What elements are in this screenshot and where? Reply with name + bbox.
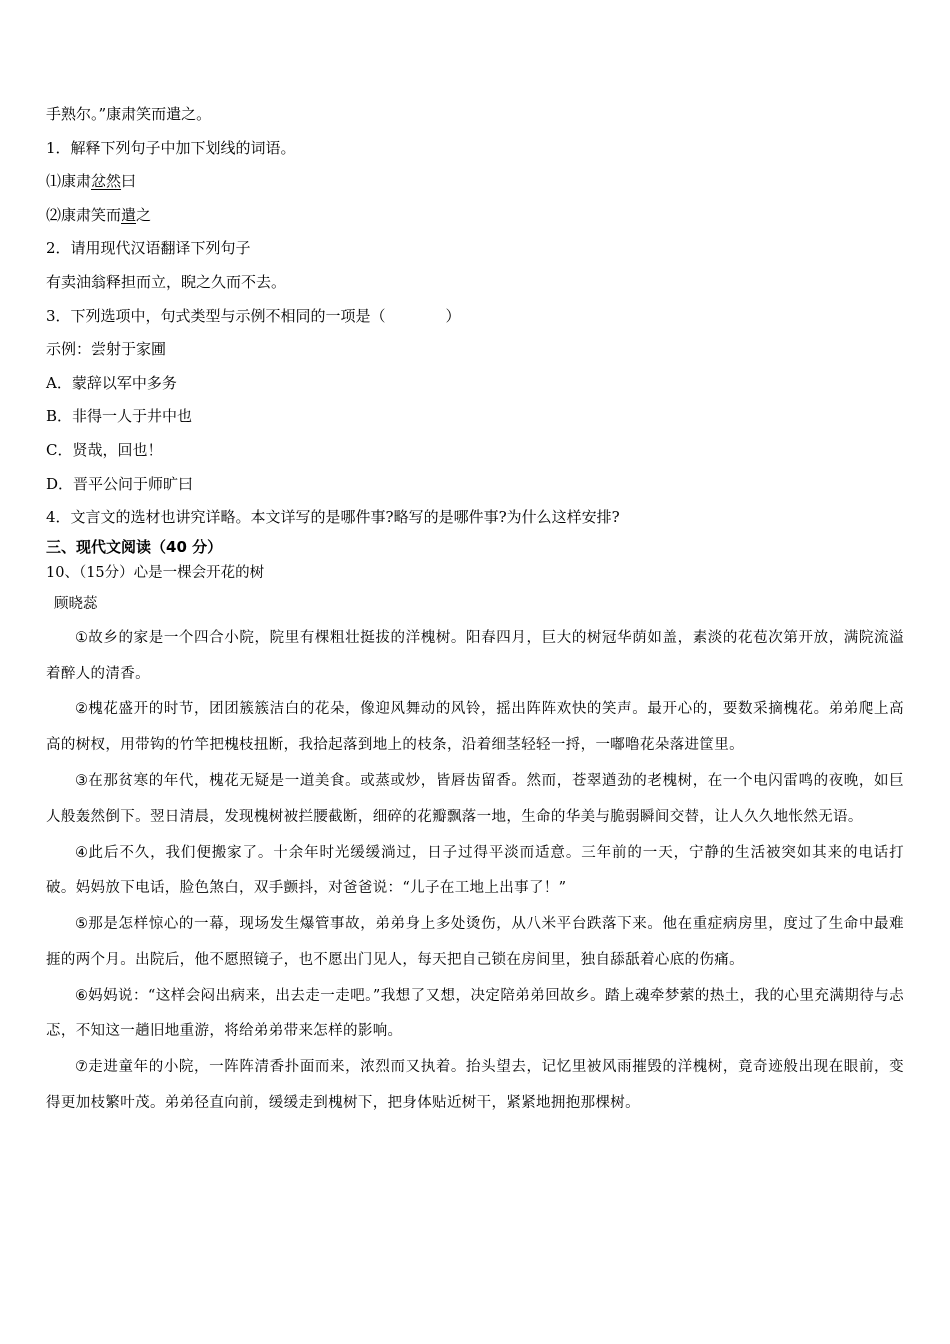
item-prefix: ⑴康肃 xyxy=(46,172,92,191)
paragraph-6 xyxy=(46,979,904,1051)
document-page xyxy=(46,98,904,1122)
paragraph-text: 那是怎样惊心的一幕，现场发生爆管事故，弟弟身上多处烫伤，从八米平台跌落下来。他在重症病房里，度过了生命中最难捱的两个月。出院后，他不愿照镜子，也不愿出门见人，每天把自己锁在房间里，独自舔舐着心底的伤痛。 xyxy=(46,916,904,968)
paragraph-5 xyxy=(46,907,904,979)
paragraph-4 xyxy=(46,836,904,908)
question-3-example: 示例：尝射于家圃 xyxy=(46,340,167,359)
paragraph-text: 此后不久，我们便搬家了。十余年时光缓缓淌过，日子过得平淡而适意。三年前的一天，宁静的生活被突如其来的电话打破。妈妈放下电话，脸色煞白，双手颤抖，对爸爸说：“儿子在工地上出事了！” xyxy=(46,844,904,897)
item-suffix: 曰 xyxy=(121,172,137,191)
option-d: D．晋平公问于师旷曰 xyxy=(46,474,194,493)
option-c: C．贤哉，回也！ xyxy=(46,440,163,459)
paragraph-number: ⑦ xyxy=(75,1059,89,1076)
question-4-stem: 4．文言文的选材也讲究详略。本文详写的是哪件事?略写的是哪件事?为什么这样安排? xyxy=(46,508,620,527)
question-1-item-1 xyxy=(46,165,904,199)
paragraph-number: ② xyxy=(75,701,89,718)
paragraph-number: ⑤ xyxy=(75,916,89,933)
question-1-item-2 xyxy=(46,199,904,233)
paragraph-number: ③ xyxy=(75,772,89,789)
item-suffix: 之 xyxy=(136,205,152,224)
paragraph-number: ⑥ xyxy=(75,987,89,1004)
paragraph-text: 妈妈说：“这样会闷出病来，出去走一走吧。”我想了又想，决定陪弟弟回故乡。踏上魂牵梦萦的热土，我的心里充满期待与忐忑，不知这一趟旧地重游，将给弟弟带来怎样的影响。 xyxy=(46,987,905,1040)
paragraph-number: ① xyxy=(75,629,89,646)
underlined-word: 忿然 xyxy=(91,172,122,191)
passage-closing-line: 手熟尔。”康肃笑而遣之。 xyxy=(46,105,212,123)
option-a: A．蒙辞以军中多务 xyxy=(46,373,177,392)
paragraph-text: 走进童年的小院，一阵阵清香扑面而来，浓烈而又执着。抬头望去，记忆里被风雨摧毁的洋槐树，竟奇迹般出现在眼前，变得更加枝繁叶茂。弟弟径直向前，缓缓走到槐树下，把身体贴近树干，紧紧地拥抱那棵树。 xyxy=(46,1059,904,1112)
question-3-stem: 3．下列选项中，句式类型与示例不相同的一项是（ ） xyxy=(46,306,461,325)
question-10-title: 10、（15分）心是一棵会开花的树 xyxy=(46,564,265,581)
question-1-stem: 1．解释下列句子中加下划线的词语。 xyxy=(46,138,296,157)
paragraph-text: 槐花盛开的时节，团团簇簇洁白的花朵，像迎风舞动的风铃，摇出阵阵欢快的笑声。最开心的，要数采摘槐花。弟弟爬上高高的树杈，用带钩的竹竿把槐枝扭断，我拾起落到地上的枝条，沿着细茎轻轻一捋，一嘟噜花朵落进筐里。 xyxy=(46,701,904,754)
paragraph-number: ④ xyxy=(75,844,89,861)
paragraph-3 xyxy=(46,764,904,836)
paragraph-text: 故乡的家是一个四合小院，院里有棵粗壮挺拔的洋槐树。阳春四月，巨大的树冠华荫如盖，素淡的花苞次第开放，满院流溢着醉人的清香。 xyxy=(46,629,904,682)
section-heading: 三、现代文阅读（40 分） xyxy=(46,537,223,556)
paragraph-2 xyxy=(46,692,904,764)
question-2-sentence: 有卖油翁释担而立，睨之久而不去。 xyxy=(46,272,287,291)
item-prefix: ⑵康肃笑而 xyxy=(46,205,122,224)
paragraph-text: 在那贫寒的年代，槐花无疑是一道美食。或蒸或炒，皆唇齿留香。然而，苍翠遒劲的老槐树，在一个电闪雷鸣的夜晚，如巨人般轰然倒下。翌日清晨，发现槐树被拦腰截断，细碎的花瓣飘落一地，生命的华美与脆弱瞬间交替，让人久久地怅然无语。 xyxy=(46,772,904,825)
paragraph-1 xyxy=(46,621,904,693)
option-b: B．非得一人于井中也 xyxy=(46,407,193,426)
question-2-stem: 2．请用现代汉语翻译下列句子 xyxy=(46,239,251,258)
author-name: 顾晓蕊 xyxy=(54,595,98,612)
underlined-word: 遣 xyxy=(121,205,137,224)
paragraph-7 xyxy=(46,1050,904,1122)
